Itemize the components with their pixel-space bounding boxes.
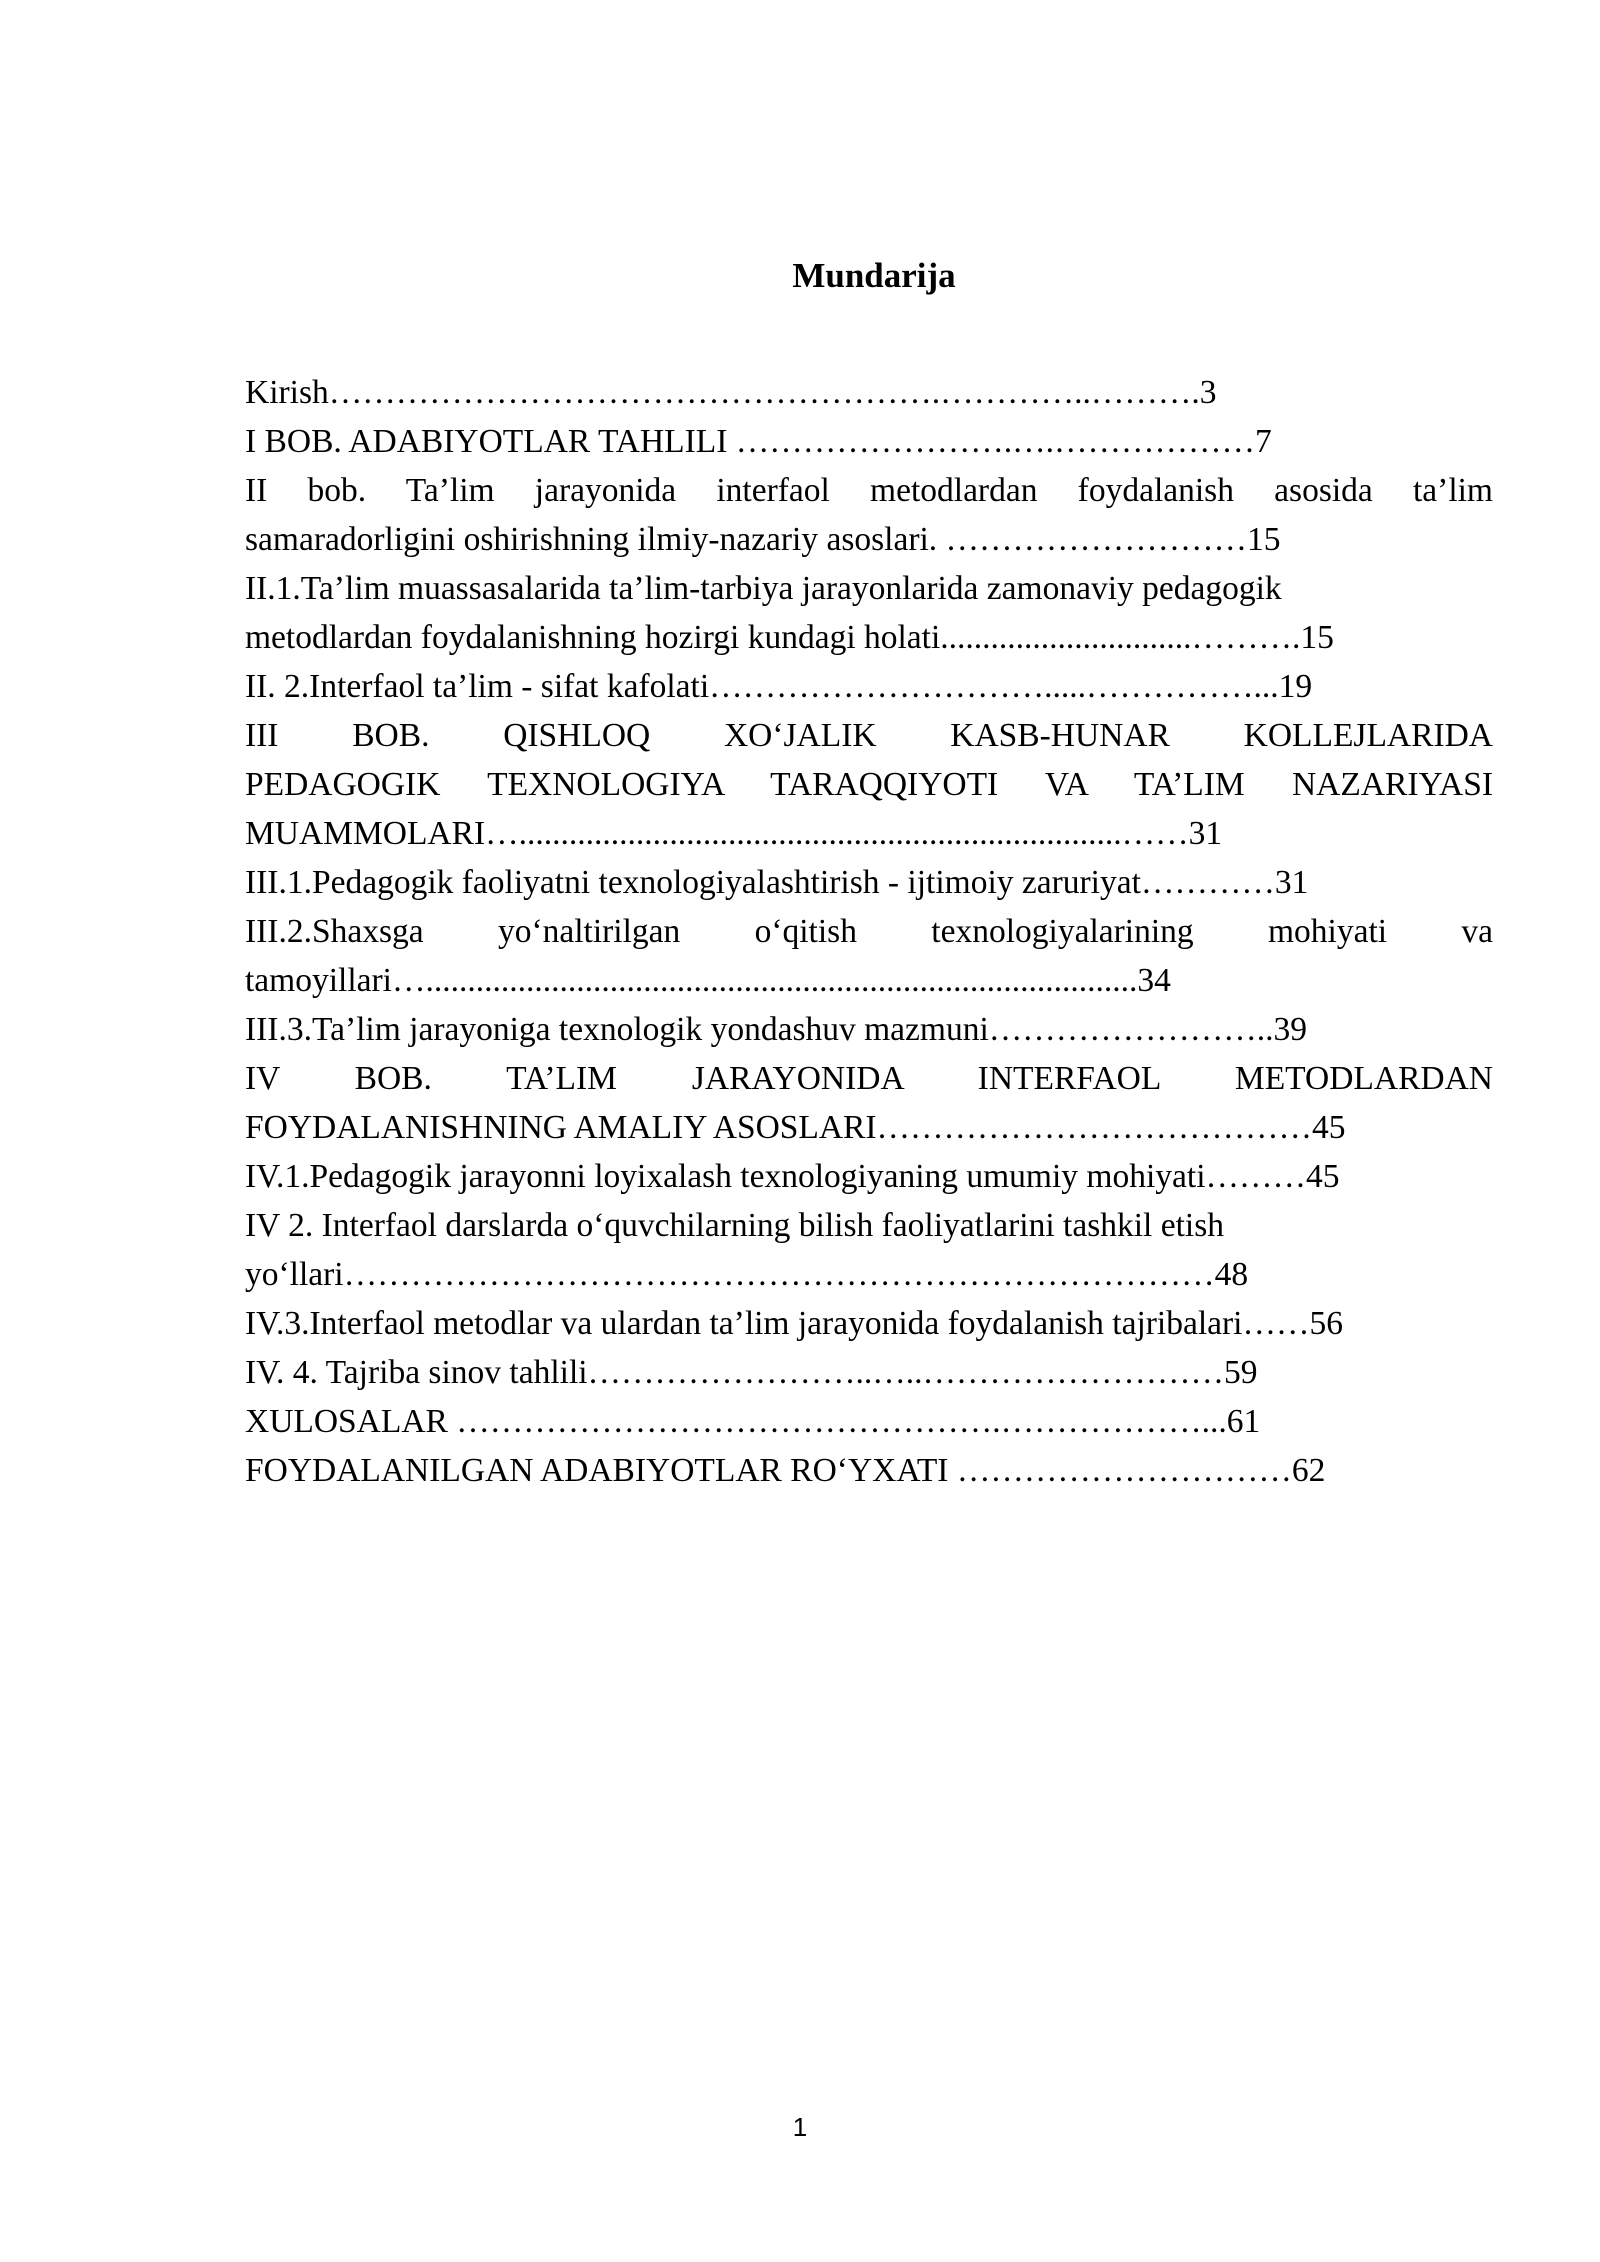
toc-line: III.3.Ta’lim jarayoniga texnologik yondashuv mazmuni……………………..39 — [245, 1011, 1308, 1048]
toc-line: tamoyillari….....................................................................................34 — [245, 962, 1171, 999]
toc-line: metodlardan foydalanishning hozirgi kundagi holati..............................……….15 — [245, 619, 1334, 656]
toc-line: III.1.Pedagogik faoliyatni texnologiyalashtirish - ijtimoiy zaruriyat…………31 — [245, 864, 1309, 901]
toc-line: IV 2. Interfaol darslarda o‘quvchilarning bilish faoliyatlarini tashkil etish — [245, 1207, 1224, 1244]
toc-line: IV BOB. TA’LIM JARAYONIDA INTERFAOL METODLARDAN — [245, 1060, 1493, 1097]
toc-line: III BOB. QISHLOQ XO‘JALIK KASB-HUNAR KOLLEJLARIDA — [245, 717, 1493, 754]
toc-line: II. 2.Interfaol ta’lim - sifat kafolati………………………….....……………...19 — [245, 668, 1313, 705]
toc-line: FOYDALANILGAN ADABIYOTLAR RO‘YXATI …………………………62 — [245, 1452, 1326, 1489]
toc-line: IV. 4. Tajriba sinov tahlili……………………..…..………………………59 — [245, 1354, 1258, 1391]
toc-line: PEDAGOGIK TEXNOLOGIYA TARAQQIYOTI VA TA’LIM NAZARIYASI — [245, 766, 1493, 803]
toc-line: II.1.Ta’lim muassasalarida ta’lim-tarbiya jarayonlarida zamonaviy pedagogik — [245, 570, 1282, 607]
page-title: Mundarija — [792, 256, 956, 295]
toc-line: yo‘llari……………………………………………………………………48 — [245, 1256, 1249, 1293]
toc-line: II bob. Ta’lim jarayonida interfaol metodlardan foydalanish asosida ta’lim — [245, 472, 1493, 509]
toc-line: MUAMMOLARI…........................................................................……31 — [245, 815, 1223, 852]
toc-line: FOYDALANISHNING AMALIY ASOSLARI…………………………………45 — [245, 1109, 1346, 1146]
toc-line: XULOSALAR ………………………………………….………………...61 — [245, 1403, 1261, 1440]
table-of-contents — [245, 368, 1493, 1495]
page-number: 1 — [792, 2112, 808, 2142]
toc-line: samaradorligini oshirishning ilmiy-nazariy asoslari. ………………………15 — [245, 521, 1281, 558]
toc-line: IV.3.Interfaol metodlar va ulardan ta’lim jarayonida foydalanish tajribalari……56 — [245, 1305, 1343, 1342]
toc-line: I BOB. ADABIYOTLAR TAHLILI …………………….….………………7 — [245, 423, 1272, 460]
toc-line: Kirish……………………………………………….…………..……….3 — [245, 374, 1217, 411]
toc-line: III.2.Shaxsga yo‘naltirilgan o‘qitish texnologiyalarining mohiyati va — [245, 913, 1493, 950]
toc-line: IV.1.Pedagogik jarayonni loyixalash texnologiyaning umumiy mohiyati………45 — [245, 1158, 1340, 1195]
